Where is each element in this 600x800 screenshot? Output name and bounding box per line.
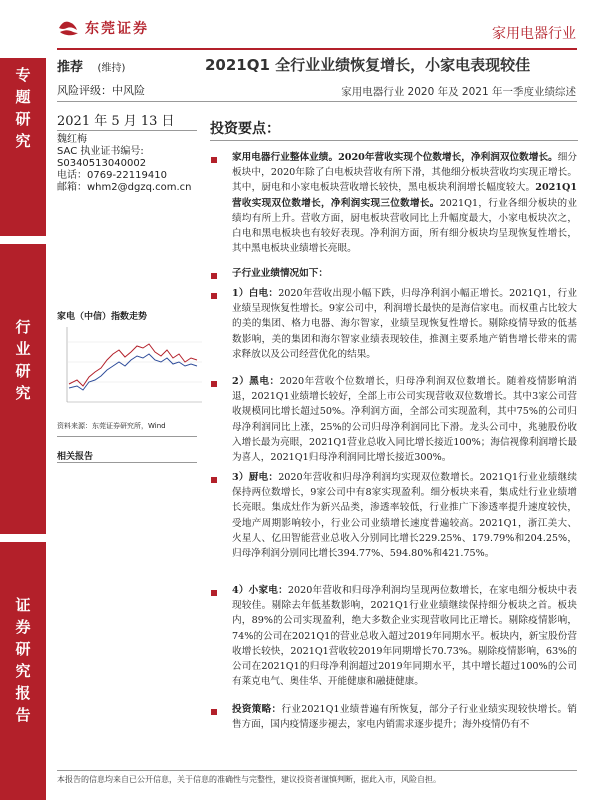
- chart-source: 资料来源：东莞证券研究所，Wind: [57, 422, 166, 430]
- key-points-divider: [210, 140, 578, 141]
- industry-label: 家用电器行业: [492, 26, 576, 42]
- sidebar-char: 研: [15, 362, 31, 380]
- paragraph-text: 2020年营收和归母净利润均呈现两位数增长，在家电细分板块中表现较佳。剔除去年低基数影响，2021Q1行业业绩继续保持细分板块之首。板块内，89%的公司实现盈利，绝大多数企业实现营收同比正增长。剔除疫情影响，74%的公司在2021Q1的营业总收入超过2019年同期水平。板块内，新宝股份营收增长较快，2021Q1营收较2019年同期增长70.73%。剔除疫情影响，63%的公司在2021Q1的归母净利润超过2019年同期水平，其中增长超过100%的公司有莱克电气、奥佳华、开能健康和融捷健康。: [232, 585, 577, 688]
- footer-divider: [57, 770, 577, 771]
- sidebar: [0, 58, 46, 800]
- paragraph-lead2: 2021Q1营收实现双位数增长，净利润实现三位数增长。: [232, 182, 577, 209]
- sidebar-char: 证: [15, 596, 31, 614]
- sidebar-char: 告: [15, 706, 31, 724]
- paragraph-text2: 2021Q1，行业各细分板块的业绩均有所上升。营收方面，厨电板块营收同比上升幅度最大，小家电板块次之，白电和黑电板块也有较好表现。净利润方面，所有细分板块均呈现恢复性增长，其中黑电板块业绩增长亮眼。: [232, 197, 577, 255]
- rating-sub: (维持): [97, 63, 126, 74]
- chart-title: 家电（中信）指数走势: [57, 312, 148, 322]
- series-hs300-line: [69, 354, 197, 390]
- analyst-info: [57, 134, 191, 194]
- analyst-phone: 电话：0769-22119410: [57, 170, 167, 181]
- analyst-license-no: S0340513040002: [57, 158, 147, 169]
- company-logo: [57, 18, 149, 38]
- paragraph-lead: 子行业业绩情况如下：: [232, 268, 328, 279]
- paragraph-lead: 2）黑电：: [232, 376, 280, 387]
- main-content: [210, 118, 578, 146]
- sidebar-block-special: [0, 58, 46, 236]
- index-chart: [57, 322, 207, 412]
- paragraph-lead: 4）小家电：: [232, 585, 288, 596]
- date-divider: [57, 130, 197, 131]
- series-appliance-line: [69, 344, 197, 386]
- risk-rating: 风险评级：中风险: [57, 84, 145, 97]
- sidebar-char: 题: [15, 88, 31, 106]
- bullet-icon: [211, 590, 217, 596]
- paragraph-strategy: [232, 702, 577, 732]
- analyst-email[interactable]: 邮箱：whm2@dgzq.com.cn: [57, 182, 192, 193]
- paragraph-small-appliance: [232, 583, 577, 689]
- sidebar-block-industry: [0, 244, 46, 534]
- sidebar-char: 业: [15, 340, 31, 358]
- bullet-icon: [211, 273, 217, 279]
- disclaimer: 本报告的信息均来自已公开信息，关于信息的准确性与完整性，建议投资者谨慎判断，据此入市，风险自担。: [57, 775, 441, 784]
- key-points-title: 投资要点：: [210, 121, 280, 137]
- paragraph-subsectors: [232, 266, 577, 281]
- chart-divider: [57, 436, 197, 437]
- logo-text: 东莞证券: [85, 21, 149, 37]
- sidebar-block-report: [0, 542, 46, 800]
- analyst-name: 魏红梅: [57, 134, 87, 145]
- rating-label: 推荐: [57, 60, 84, 75]
- paragraph-text: 行业2021Q1业绩普遍有所恢复，部分子行业业绩实现较快增长。销售方面，国内疫情逐步褪去，家电内销需求逐步提升；海外疫情仍有不: [232, 704, 577, 731]
- title-divider: [57, 101, 577, 102]
- paragraph-text: 2020年营收出现小幅下跌，归母净利润小幅正增长。2021Q1，行业业绩呈现恢复性增长。9家公司中，利润增长最快的是海信家电。而权重占比较大的美的集团、格力电器、海尔智家，业绩呈现恢复性增长。剔除疫情导致的低基数影响，美的集团和海尔智家业绩表现较佳，推测主要系地产销售增长带来的需求释放以及公司经营优化的结果。: [232, 288, 577, 360]
- paragraph-text: 2020年营收个位数增长，归母净利润双位数增长。随着疫情影响消退，2021Q1业绩增长较好，全部上市公司实现营收双位数增长。其中3家公司营收规模同比增长超过50%。净利润方面，全部公司实现盈利，其中75%的公司归母净利润同比上涨，25%的公司归母净利润同比下滑。龙头公司中，兆驰股份收入增长最为亮眼，2021Q1营业总收入同比增长接近100%；海信视像利润增长最为喜人，2021Q1归母净利润同比增长接近300%。: [232, 376, 577, 464]
- header-divider: [57, 48, 577, 50]
- bullet-icon: [211, 293, 217, 299]
- paragraph-lead: 3）厨电：: [232, 472, 279, 483]
- paragraph-black-goods: [232, 374, 577, 465]
- sidebar-char: 报: [15, 684, 31, 702]
- bullet-icon: [211, 157, 217, 163]
- sidebar-char: 专: [15, 66, 31, 84]
- paragraph-text: 2020年营收和归母净利润均实现双位数增长。2021Q1行业业绩继续保持两位数增长，9家公司中有8家实现盈利。细分板块来看，集成灶行业业绩增长亮眼。集成灶作为新兴品类，渗透率较低，行业推广下渗透率提升速度较快，受地产周期影响较小，行业公司业绩增长速度普遍较高。2021Q1，浙江美大、火星人、亿田智能营业总收入分别同比增长229.25%、179.79%和204.25%，归母净利润分别同比增长394.77%、594.80%和421.75%。: [232, 472, 577, 560]
- sidebar-char: 研: [15, 640, 31, 658]
- analyst-license-label: SAC 执业证书编号:: [57, 146, 144, 157]
- report-date: 2021 年 5 月 13 日: [57, 114, 175, 129]
- paragraph-white-goods: [232, 286, 577, 362]
- sidebar-char: 券: [15, 618, 31, 636]
- paragraph-text: 细分板块中，2020年除了白电板块营收有所下滑，其他细分板块营收均实现正增长。其中，厨电和小家电板块营收增长较快，黑电板块利润增长幅度较大。: [232, 152, 578, 194]
- bullet-icon: [211, 381, 217, 387]
- sidebar-char: 行: [15, 318, 31, 336]
- related-divider: [57, 462, 197, 463]
- bullet-icon: [211, 709, 217, 715]
- paragraph-lead: 投资策略：: [232, 704, 282, 715]
- rating: [57, 56, 125, 75]
- sidebar-char: 研: [15, 110, 31, 128]
- paragraph-kitchen: [232, 470, 577, 561]
- paragraph-overall: [232, 150, 577, 256]
- paragraph-lead: 1）白电：: [232, 288, 279, 299]
- sidebar-char: 究: [15, 384, 31, 402]
- logo-icon: [57, 18, 79, 38]
- sidebar-char: 究: [15, 662, 31, 680]
- page-title: 2021Q1 全行业业绩恢复增长，小家电表现较佳: [205, 56, 531, 74]
- page-subtitle: 家用电器行业 2020 年及 2021 年一季度业绩综述: [341, 86, 576, 98]
- bullet-icon: [211, 477, 217, 483]
- related-reports: 相关报告: [57, 452, 94, 462]
- sidebar-char: 究: [15, 132, 31, 150]
- paragraph-lead: 家用电器行业整体业绩。2020年营收实现个位数增长，净利润双位数增长。: [232, 152, 558, 163]
